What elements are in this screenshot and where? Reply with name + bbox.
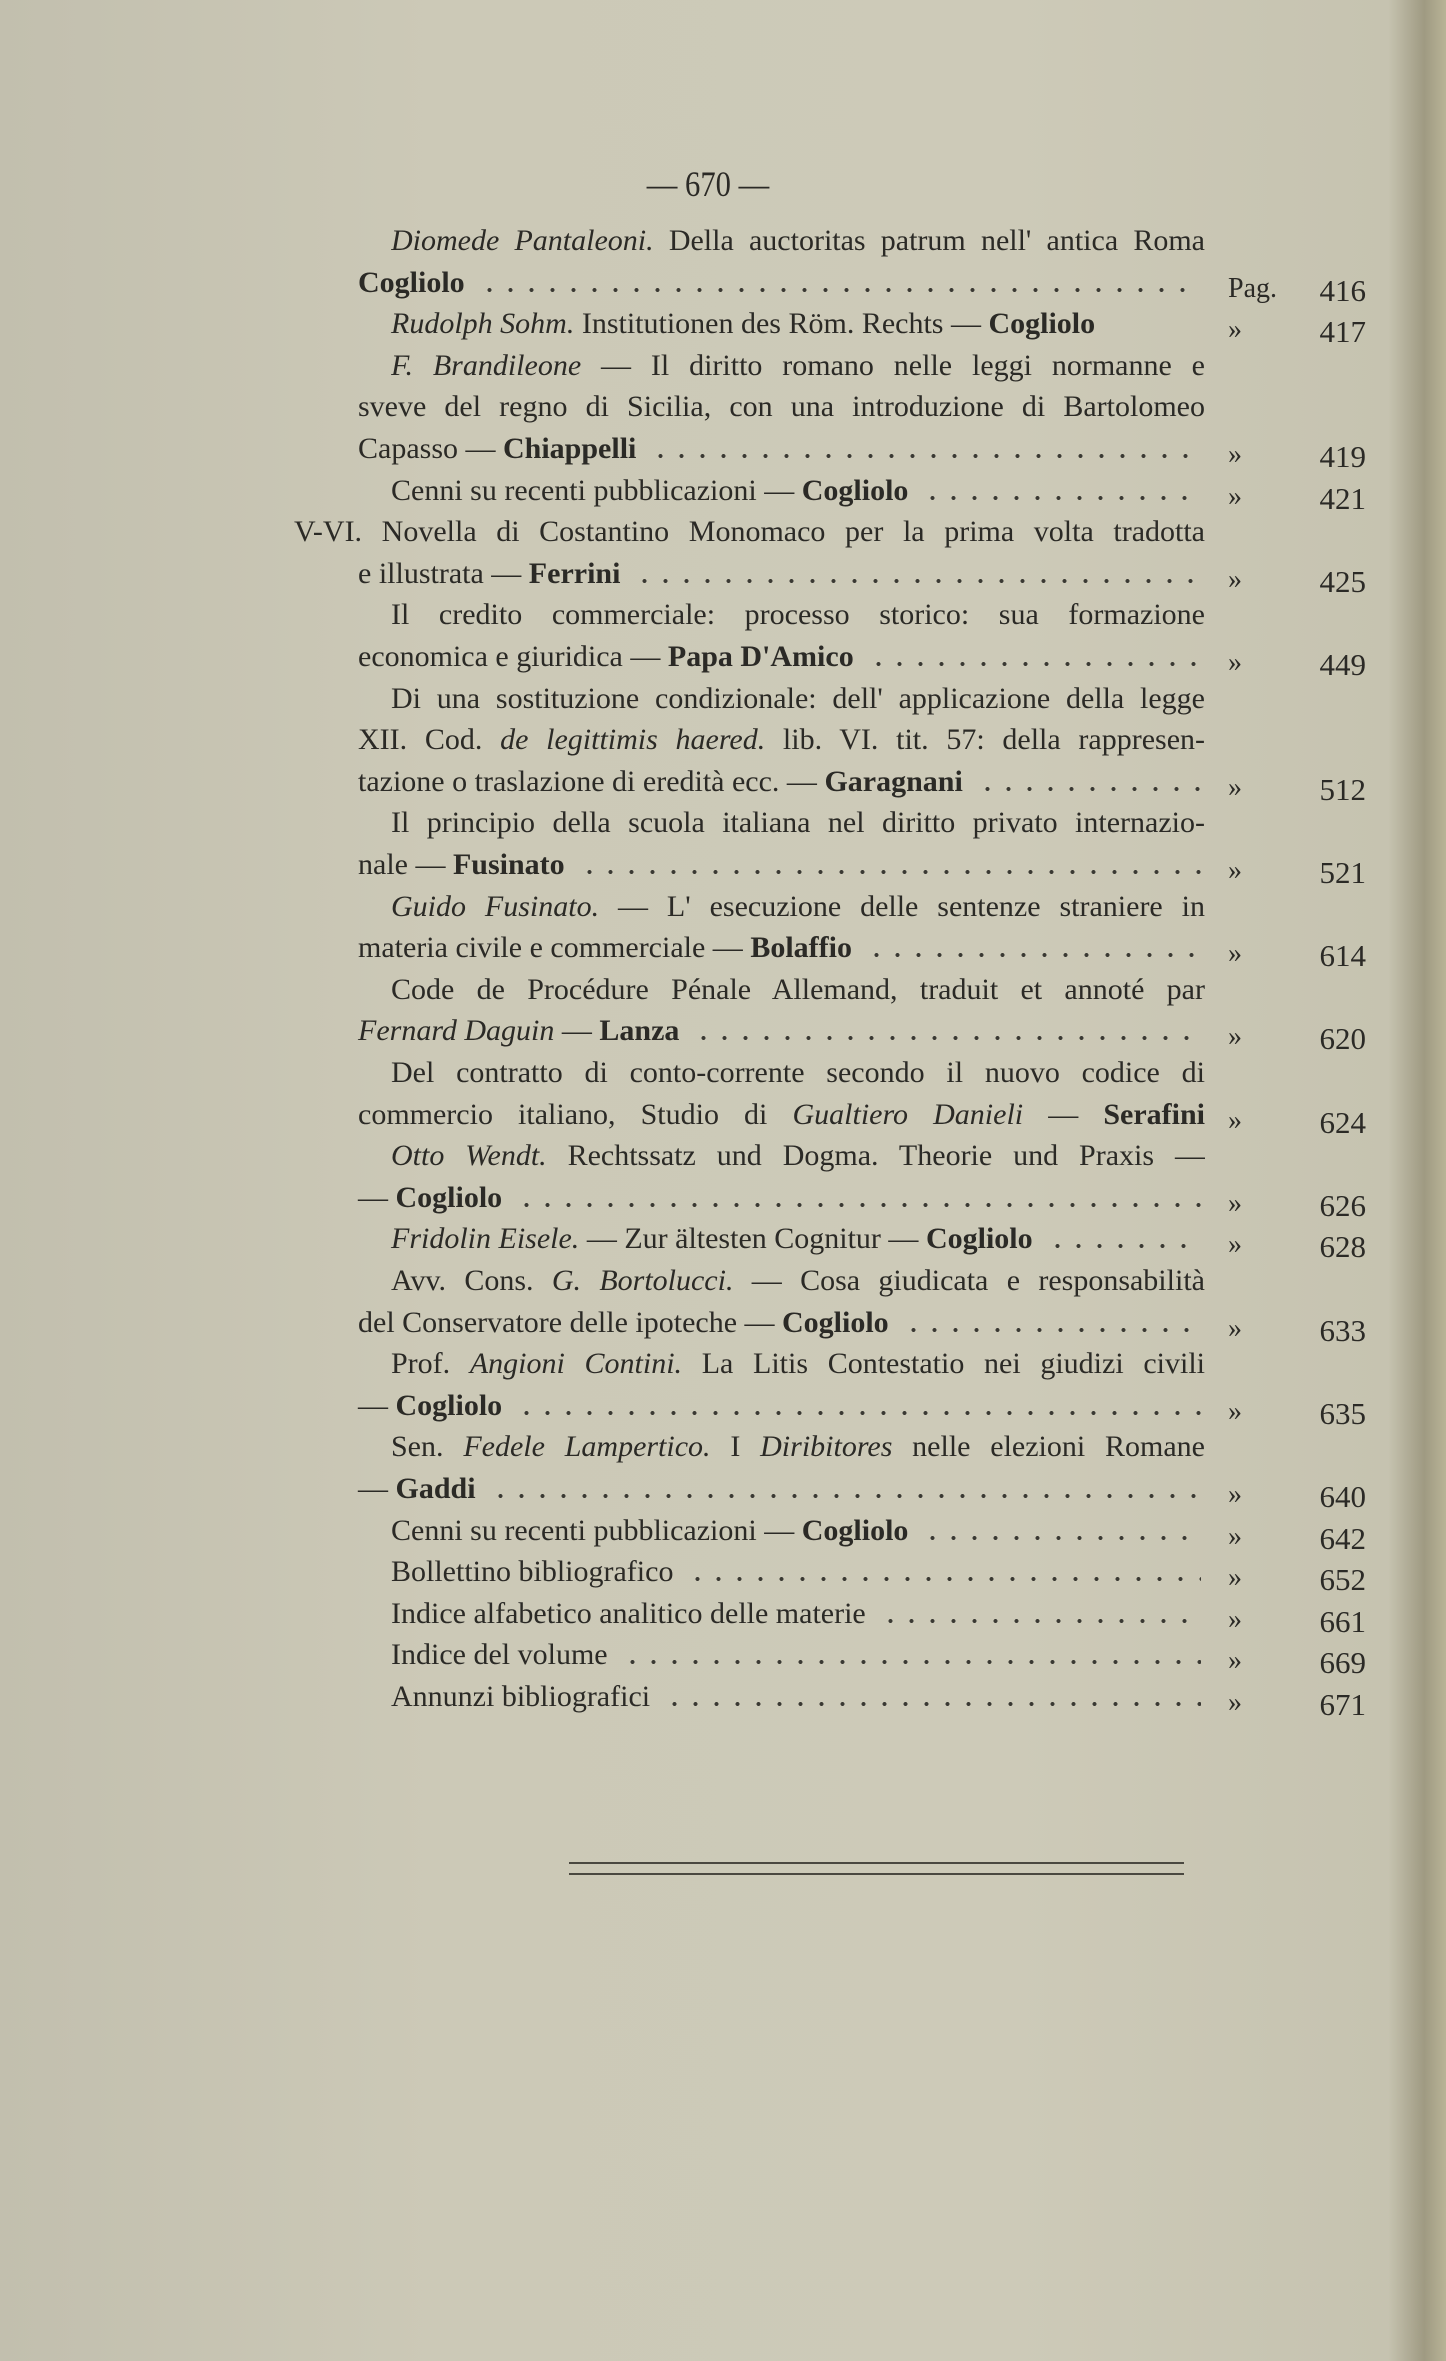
entry-text: — Cosa giudicata e responsabilità xyxy=(733,1264,1205,1297)
ditto-mark: » xyxy=(1228,1520,1242,1552)
toc-line xyxy=(391,345,1205,387)
entry-text: Sen. xyxy=(391,1430,464,1464)
entry-text: XII. Cod. xyxy=(358,723,501,757)
page-reference: 661 xyxy=(1319,1603,1366,1639)
entry-text: Di una sostituzione condizionale: dell' applicazione della legge xyxy=(391,681,1205,715)
entry-text: — xyxy=(358,1388,396,1422)
reviewer-name: Chiappelli xyxy=(503,432,637,465)
page-reference: 620 xyxy=(1319,1021,1366,1057)
dot-leader xyxy=(490,1494,1201,1498)
dot-leader xyxy=(922,496,1201,500)
dot-leader xyxy=(903,1328,1201,1332)
page-reference: 642 xyxy=(1319,1520,1366,1556)
entry-text: — xyxy=(358,1180,396,1214)
page-label: Pag. xyxy=(1228,272,1277,304)
toc-line xyxy=(358,761,1205,803)
ditto-mark: » xyxy=(1228,1187,1242,1219)
entry-text: Indice alfabetico analitico delle materie xyxy=(391,1596,866,1630)
reviewer-name: Gaddi xyxy=(395,1472,476,1505)
author-or-title-italic: Guido Fusinato. xyxy=(391,889,600,923)
page-reference: 614 xyxy=(1319,938,1366,974)
page-reference: 628 xyxy=(1319,1229,1366,1265)
page-reference: 449 xyxy=(1319,647,1366,682)
entry-text: Cenni su recenti pubblicazioni — xyxy=(391,473,802,507)
dot-leader xyxy=(922,1536,1201,1540)
toc-line xyxy=(358,386,1205,428)
entry-text: Code de Procédure Pénale Allemand, traduit et annoté par xyxy=(391,972,1205,1006)
page-reference: 635 xyxy=(1319,1395,1366,1431)
ditto-mark: » xyxy=(1228,1687,1242,1718)
ditto-mark: » xyxy=(1228,855,1242,886)
toc-line xyxy=(391,220,1205,262)
author-or-title-italic: Rudolph Sohm. xyxy=(391,307,575,341)
entry-text: tazione o traslazione di eredità ecc. — xyxy=(358,764,825,798)
dot-leader xyxy=(516,1203,1201,1207)
toc-line xyxy=(358,553,1205,595)
ditto-mark: » xyxy=(1228,1395,1242,1427)
ditto-mark: » xyxy=(1228,563,1242,595)
toc-line xyxy=(391,1343,1205,1385)
entry-text: Il credito commerciale: processo storico: sua formazione xyxy=(391,598,1205,632)
toc-line xyxy=(358,927,1205,969)
reviewer-name: Cogliolo xyxy=(782,1305,889,1339)
author-or-title-italic: G. Bortolucci. xyxy=(551,1264,734,1297)
dot-leader xyxy=(634,579,1201,583)
page-reference: 521 xyxy=(1319,855,1366,890)
dot-leader xyxy=(650,454,1201,458)
author-or-title-italic: Diribitores xyxy=(760,1430,893,1464)
reviewer-name: Cogliolo xyxy=(801,473,909,507)
entry-text: Indice del volume xyxy=(391,1638,608,1672)
reviewer-name: Fusinato xyxy=(452,848,565,881)
toc-line xyxy=(358,262,1205,304)
toc-line xyxy=(391,1551,1205,1593)
page-reference: 671 xyxy=(1319,1687,1366,1722)
ditto-mark: » xyxy=(1228,771,1242,803)
reviewer-name: Cogliolo xyxy=(801,1513,909,1547)
dot-leader xyxy=(868,662,1201,666)
reviewer-name: Cogliolo xyxy=(395,1388,503,1422)
reviewer-name: Cogliolo xyxy=(925,1222,1033,1256)
ditto-mark: » xyxy=(1228,938,1242,970)
entry-text: — Il diritto romano nelle leggi normanne e xyxy=(581,348,1205,382)
entry-text: nelle elezioni Romane xyxy=(892,1430,1205,1464)
toc-line xyxy=(391,886,1205,928)
page-reference: 624 xyxy=(1319,1104,1366,1140)
entry-text: sveve del regno di Sicilia, con una introduzione di Bartolomeo xyxy=(358,390,1205,424)
toc-line xyxy=(391,1218,1205,1260)
dot-leader xyxy=(1047,1244,1201,1248)
page-reference: 640 xyxy=(1319,1479,1366,1514)
ditto-mark: » xyxy=(1228,480,1242,512)
dot-leader xyxy=(479,288,1201,292)
entry-text: Il principio della scuola italiana nel diritto privato internazio- xyxy=(391,806,1205,840)
toc-line xyxy=(358,719,1205,761)
reviewer-name: Papa D'Amico xyxy=(667,640,854,673)
ditto-mark: » xyxy=(1228,1312,1242,1344)
toc-line xyxy=(358,844,1205,886)
entry-text: commercio italiano, Studio di xyxy=(358,1097,793,1131)
toc-line xyxy=(358,1010,1205,1052)
reviewer-name: Bolaffio xyxy=(750,931,852,965)
ditto-mark: » xyxy=(1228,647,1242,678)
entry-text: — xyxy=(358,1472,396,1505)
entry-text: I xyxy=(710,1430,761,1464)
page-reference: 633 xyxy=(1319,1312,1366,1348)
ditto-mark: » xyxy=(1228,1104,1242,1136)
author-or-title-italic: Gualtiero Danieli xyxy=(792,1097,1024,1131)
dot-leader xyxy=(866,953,1201,957)
toc-line xyxy=(391,1426,1205,1468)
toc-line xyxy=(391,1676,1205,1718)
page-reference: 669 xyxy=(1319,1645,1366,1681)
author-or-title-italic: Otto Wendt. xyxy=(391,1139,547,1173)
page-reference: 417 xyxy=(1319,314,1366,350)
entry-text: — L' esecuzione delle sentenze straniere in xyxy=(599,889,1205,923)
page-number-text: — 670 — xyxy=(646,164,770,204)
toc-line xyxy=(391,470,1205,512)
toc-line xyxy=(391,594,1205,636)
toc-line xyxy=(358,636,1205,678)
author-or-title-italic: Fridolin Eisele. xyxy=(391,1222,580,1256)
toc-line xyxy=(391,1135,1205,1177)
dot-leader xyxy=(516,1411,1201,1415)
reviewer-name: Garagnani xyxy=(824,764,963,798)
page-reference: 425 xyxy=(1319,563,1366,599)
entry-text: del Conservatore delle ipoteche — xyxy=(358,1305,783,1339)
reviewer-name: Serafini xyxy=(1103,1097,1205,1131)
toc-line xyxy=(391,678,1205,720)
entry-text: Prof. xyxy=(391,1347,470,1381)
entry-text: V-VI. Novella di Costantino Monomaco per la prima volta tradotta xyxy=(294,515,1205,549)
toc-line xyxy=(391,303,1205,345)
ditto-mark: » xyxy=(1228,1603,1242,1635)
ditto-mark: » xyxy=(1228,1645,1242,1677)
dot-leader xyxy=(693,1036,1201,1040)
toc-line xyxy=(391,1510,1205,1552)
ditto-mark: » xyxy=(1228,1562,1242,1594)
toc-line xyxy=(391,1052,1205,1094)
author-or-title-italic: de legittimis haered. xyxy=(500,723,766,757)
author-or-title-italic: Fedele Lampertico. xyxy=(463,1430,711,1464)
toc-line xyxy=(358,1177,1205,1219)
reviewer-name: Cogliolo xyxy=(395,1180,503,1214)
entry-text: materia civile e commerciale — xyxy=(358,931,751,965)
toc-line xyxy=(358,1094,1205,1136)
entry-text: Institutionen des Röm. Rechts — xyxy=(574,307,989,341)
page-reference: 512 xyxy=(1319,771,1366,807)
entry-text: Del contratto di conto-corrente secondo il nuovo codice di xyxy=(391,1056,1205,1089)
ditto-mark: » xyxy=(1228,1021,1242,1053)
toc-line xyxy=(358,1385,1205,1427)
dot-leader xyxy=(579,870,1201,874)
closing-double-rule xyxy=(569,1862,1184,1875)
dot-leader xyxy=(664,1702,1201,1706)
reviewer-name: Lanza xyxy=(599,1014,680,1048)
entry-text: — Zur ältesten Cognitur — xyxy=(579,1222,926,1256)
author-or-title-italic: Angioni Contini. xyxy=(469,1347,683,1381)
entry-text: e illustrata — xyxy=(358,556,529,590)
entry-text: Annunzi bibliografici xyxy=(391,1680,651,1713)
toc-line xyxy=(391,969,1205,1011)
reviewer-name: Cogliolo xyxy=(358,265,465,299)
toc-line xyxy=(391,1260,1205,1302)
toc-line xyxy=(358,1468,1205,1510)
ditto-mark: » xyxy=(1228,1479,1242,1510)
entry-text: Rechtssatz und Dogma. Theorie und Praxis — xyxy=(546,1139,1205,1173)
entry-text: — xyxy=(554,1014,600,1048)
dot-leader xyxy=(622,1660,1201,1664)
entry-text: Capasso — xyxy=(358,432,503,465)
page-reference: 626 xyxy=(1319,1187,1366,1223)
page-reference: 421 xyxy=(1319,480,1366,516)
dot-leader xyxy=(880,1619,1201,1623)
entry-text: lib. VI. tit. 57: della rappresen- xyxy=(765,723,1205,757)
entry-text: nale — xyxy=(358,848,453,881)
author-or-title-italic: Fernard Daguin xyxy=(358,1014,555,1048)
toc-line xyxy=(294,511,1205,553)
reviewer-name: Cogliolo xyxy=(988,307,1096,341)
ditto-mark: » xyxy=(1228,314,1242,346)
ditto-mark: » xyxy=(1228,439,1242,470)
entry-text: — xyxy=(1023,1097,1104,1131)
entry-text: Cenni su recenti pubblicazioni — xyxy=(391,1513,802,1547)
author-or-title-italic: Diomede Pantaleoni. xyxy=(391,224,654,257)
ditto-mark: » xyxy=(1228,1229,1242,1261)
author-or-title-italic: F. Brandileone xyxy=(391,348,582,382)
toc-line xyxy=(358,1302,1205,1344)
dot-leader xyxy=(977,787,1201,791)
entry-text: Della auctoritas patrum nell' antica Roma xyxy=(653,224,1205,257)
entry-text: Avv. Cons. xyxy=(391,1264,552,1297)
toc-line xyxy=(391,1634,1205,1676)
page-reference: 416 xyxy=(1319,272,1366,308)
entry-text: La Litis Contestatio nei giudizi civili xyxy=(682,1347,1205,1381)
toc-line xyxy=(358,428,1205,470)
page-reference: 419 xyxy=(1319,439,1366,474)
page-number xyxy=(0,163,1446,205)
toc-line xyxy=(391,802,1205,844)
reviewer-name: Ferrini xyxy=(528,556,621,590)
dot-leader xyxy=(687,1577,1201,1581)
page-reference: 652 xyxy=(1319,1562,1366,1598)
toc-line xyxy=(391,1593,1205,1635)
entry-text: economica e giuridica — xyxy=(358,640,668,673)
entry-text: Bollettino bibliografico xyxy=(391,1555,674,1589)
